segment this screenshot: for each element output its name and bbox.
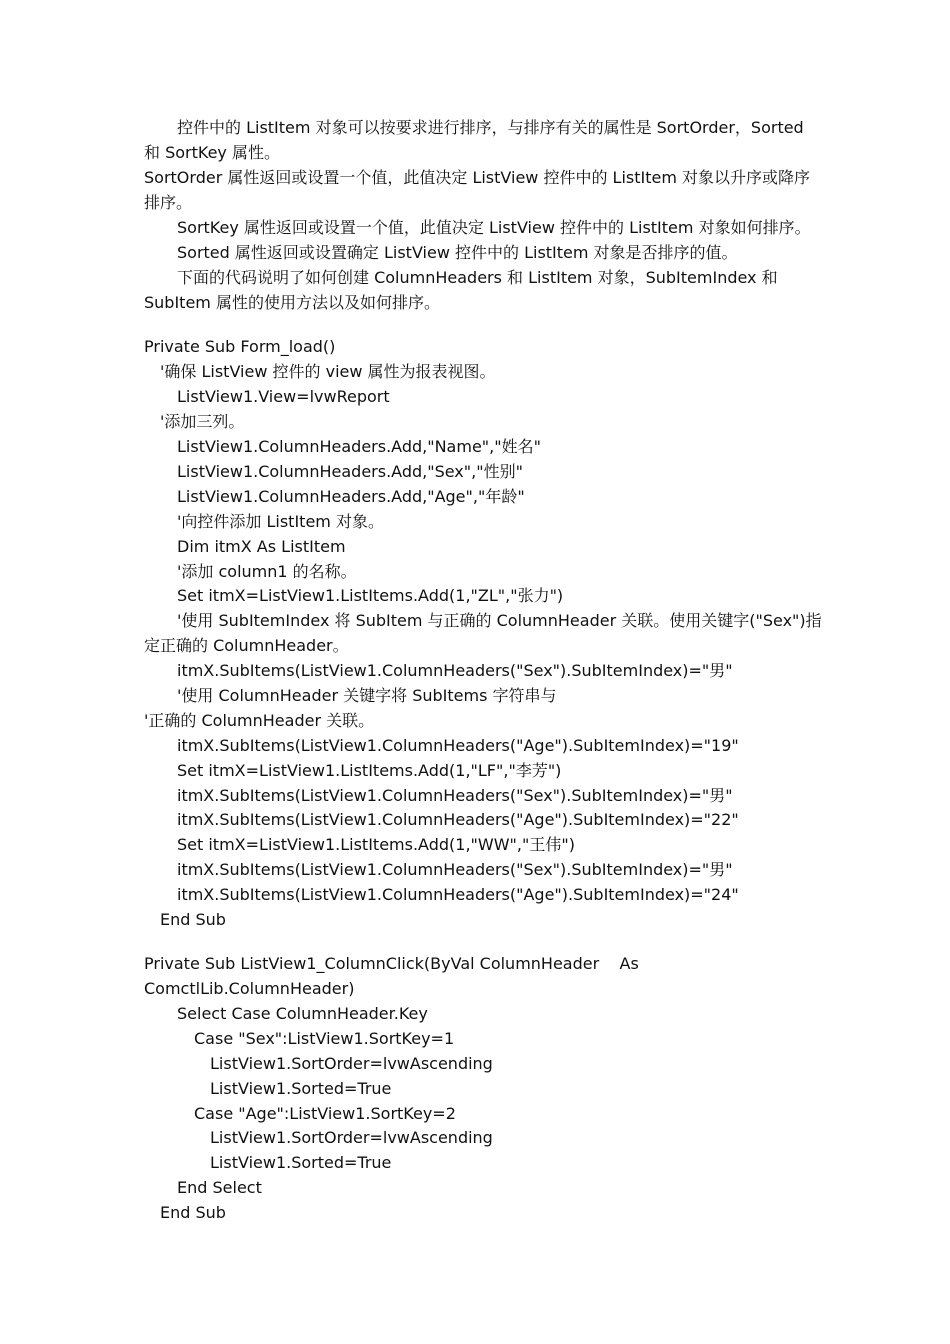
code-line: ListView1.ColumnHeaders.Add,"Age","年龄": [177, 487, 525, 506]
code-line: itmX.SubItems(ListView1.ColumnHeaders("Sex").SubItemIndex)="男": [177, 860, 733, 879]
code-line: itmX.SubItems(ListView1.ColumnHeaders("Sex").SubItemIndex)="男": [177, 661, 733, 680]
intro-line-8: SubItem 属性的使用方法以及如何排序。: [144, 293, 440, 312]
intro-line-4: 排序。: [144, 193, 193, 212]
code-line: itmX.SubItems(ListView1.ColumnHeaders("Age").SubItemIndex)="24": [177, 885, 739, 904]
code-line: Dim itmX As ListItem: [177, 537, 346, 556]
intro-line-5: SortKey 属性返回或设置一个值，此值决定 ListView 控件中的 ListItem 对象如何排序。: [177, 218, 811, 237]
code-line: ListView1.ColumnHeaders.Add,"Name","姓名": [177, 437, 541, 456]
code-comment: '向控件添加 ListItem 对象。: [177, 512, 384, 531]
code-line: ListView1.Sorted=True: [210, 1079, 392, 1098]
code-line: End Sub: [160, 1203, 226, 1222]
code-line: itmX.SubItems(ListView1.ColumnHeaders("Age").SubItemIndex)="19": [177, 736, 739, 755]
code-comment-continued: 定正确的 ColumnHeader。: [144, 636, 349, 655]
code-line: Private Sub ListView1_ColumnClick(ByVal ColumnHeader As: [144, 954, 639, 973]
intro-line-3: SortOrder 属性返回或设置一个值，此值决定 ListView 控件中的 ListItem 对象以升序或降序: [144, 168, 811, 187]
intro-line-1: 控件中的 ListItem 对象可以按要求进行排序，与排序有关的属性是 SortOrder，Sorted: [177, 118, 804, 137]
code-comment: '添加 column1 的名称。: [177, 562, 357, 581]
code-line: Set itmX=ListView1.ListItems.Add(1,"ZL","张力"): [177, 586, 564, 605]
code-line: ComctlLib.ColumnHeader): [144, 979, 355, 998]
code-line: Select Case ColumnHeader.Key: [177, 1004, 428, 1023]
code-line: Set itmX=ListView1.ListItems.Add(1,"LF","李芳"): [177, 761, 562, 780]
code-line: ListView1.SortOrder=lvwAscending: [210, 1128, 493, 1147]
intro-line-2: 和 SortKey 属性。: [144, 143, 280, 162]
code-line: itmX.SubItems(ListView1.ColumnHeaders("Sex").SubItemIndex)="男": [177, 786, 733, 805]
code-comment: '使用 SubItemIndex 将 SubItem 与正确的 ColumnHeader 关联。使用关键字("Sex")指: [177, 611, 822, 630]
code-comment: '使用 ColumnHeader 关键字将 SubItems 字符串与: [177, 686, 557, 705]
code-line: Private Sub Form_load(): [144, 337, 336, 356]
code-line: Set itmX=ListView1.ListItems.Add(1,"WW","王伟"): [177, 835, 575, 854]
code-line: ListView1.SortOrder=lvwAscending: [210, 1054, 493, 1073]
code-line: End Sub: [160, 910, 226, 929]
code-line: ListView1.Sorted=True: [210, 1153, 392, 1172]
code-comment: '确保 ListView 控件的 view 属性为报表视图。: [160, 362, 496, 381]
code-line: End Select: [177, 1178, 262, 1197]
code-line: itmX.SubItems(ListView1.ColumnHeaders("Age").SubItemIndex)="22": [177, 810, 739, 829]
intro-line-7: 下面的代码说明了如何创建 ColumnHeaders 和 ListItem 对象，SubItemIndex 和: [177, 268, 778, 287]
code-line: Case "Age":ListView1.SortKey=2: [194, 1104, 456, 1123]
code-line: ListView1.View=lvwReport: [177, 387, 390, 406]
code-comment-continued: '正确的 ColumnHeader 关联。: [144, 711, 375, 730]
code-line: Case "Sex":ListView1.SortKey=1: [194, 1029, 455, 1048]
code-comment: '添加三列。: [160, 412, 245, 431]
intro-line-6: Sorted 属性返回或设置确定 ListView 控件中的 ListItem 对象是否排序的值。: [177, 243, 738, 262]
code-line: ListView1.ColumnHeaders.Add,"Sex","性别": [177, 462, 523, 481]
